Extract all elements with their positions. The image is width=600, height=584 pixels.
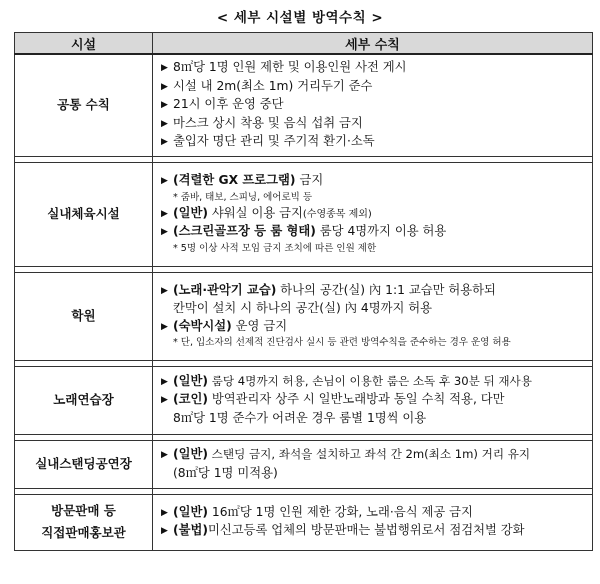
rules-standing	[153, 440, 593, 488]
bullet-triangle-icon: ▶	[161, 81, 168, 92]
rules-common	[153, 54, 593, 156]
rules-gym	[153, 162, 593, 266]
facility-common: 공통 수칙	[15, 54, 153, 156]
bullet-triangle-icon: ▶	[161, 137, 168, 147]
rule-item-continued: (8㎡당 1명 미적용)	[173, 465, 278, 480]
bullet-triangle-icon: ▶	[161, 376, 168, 387]
rules-door-to-door	[153, 494, 593, 550]
bullet-triangle-icon: ▶	[161, 526, 168, 536]
bullet-triangle-icon: ▶	[161, 285, 168, 296]
rule-item: ▶ (격렬한 GX 프로그램) 금지	[161, 172, 588, 191]
facility-academy: 학원	[15, 272, 153, 360]
rule-note: * 줌바, 태보, 스피닝, 에어로빅 등	[173, 191, 313, 203]
rule-item: ▶ 21시 이후 운영 중단	[161, 96, 588, 115]
bullet-triangle-icon: ▶	[161, 63, 168, 73]
rule-item: ▶ (불법)미신고등록 업체의 방문판매는 불법행위로서 점검처벌 강화	[161, 522, 588, 541]
rule-note: * 5명 이상 사적 모임 금지 조치에 따른 인원 제한	[173, 242, 377, 254]
bullet-triangle-icon: ▶	[161, 227, 168, 238]
bullet-triangle-icon: ▶	[161, 450, 168, 460]
rule-item: ▶ 시설 내 2m(최소 1m) 거리두기 준수	[161, 78, 588, 97]
rule-item-continued: 8㎡당 1명 준수가 어려운 경우 룸별 1명씩 이용	[173, 410, 427, 425]
rule-item: ▶ 마스크 상시 착용 및 음식 섭취 금지	[161, 115, 588, 134]
facility-standing: 실내스탠딩공연장	[15, 440, 153, 488]
header-rules: 세부 수칙	[153, 33, 593, 55]
table-header-row	[15, 33, 593, 55]
rule-item: ▶ (노래·관악기 교습) 하나의 공간(실) 內 1:1 교습만 허용하되	[161, 282, 588, 301]
facility-karaoke: 노래연습장	[15, 366, 153, 434]
bullet-triangle-icon: ▶	[161, 507, 168, 518]
bullet-triangle-icon: ▶	[161, 176, 168, 187]
rule-item: ▶ (코인) 방역관리자 상주 시 일반노래방과 동일 수칙 적용, 다만	[161, 391, 588, 410]
facility-gym: 실내체육시설	[15, 162, 153, 266]
rule-item: ▶ (일반) 샤워실 이용 금지(수영종목 제외)	[161, 205, 588, 224]
table-row-academy	[15, 272, 593, 360]
page-title: < 세부 시설별 방역수칙 >	[216, 10, 384, 26]
rules-karaoke	[153, 366, 593, 434]
table-row-gym	[15, 162, 593, 266]
facility-door-to-door: 방문판매 등 직접판매홍보관	[15, 494, 153, 550]
rule-item: ▶ (일반) 16㎡당 1명 인원 제한 강화, 노래·음식 제공 금지	[161, 504, 588, 523]
rule-item: ▶ 출입자 명단 관리 및 주기적 환기·소독	[161, 133, 588, 152]
table-row-door-to-door	[15, 494, 593, 550]
rule-item: ▶ (일반) 스탠딩 금지, 좌석을 설치하고 좌석 간 2m(최소 1m) 거리 유지	[161, 446, 588, 465]
rules-academy	[153, 272, 593, 360]
bullet-triangle-icon: ▶	[161, 321, 168, 332]
rule-item: ▶ (일반) 룸당 4명까지 허용, 손님이 이용한 룸은 소독 후 30분 뒤 재사용	[161, 373, 588, 392]
bullet-triangle-icon: ▶	[161, 100, 168, 110]
table-row-common	[15, 54, 593, 156]
table-row-karaoke	[15, 366, 593, 434]
rule-item: ▶ (스크린골프장 등 룸 형태) 룸당 4명까지 이용 허용	[161, 223, 588, 242]
rule-note: * 단, 입소자의 선제적 진단검사 실시 등 관련 방역수칙을 준수하는 경우 운영 허용	[173, 337, 511, 349]
bullet-triangle-icon: ▶	[161, 118, 168, 129]
rules-table	[14, 32, 593, 551]
bullet-triangle-icon: ▶	[161, 395, 168, 406]
rule-item: ▶ 8㎡당 1명 인원 제한 및 이용인원 사전 게시	[161, 59, 588, 78]
rule-item-continued: 칸막이 설치 시 하나의 공간(실) 內 4명까지 허용	[173, 301, 433, 316]
rule-item: ▶ (숙박시설) 운영 금지	[161, 318, 588, 337]
table-row-standing	[15, 440, 593, 488]
header-facility: 시설	[15, 33, 153, 55]
bullet-triangle-icon: ▶	[161, 208, 168, 219]
